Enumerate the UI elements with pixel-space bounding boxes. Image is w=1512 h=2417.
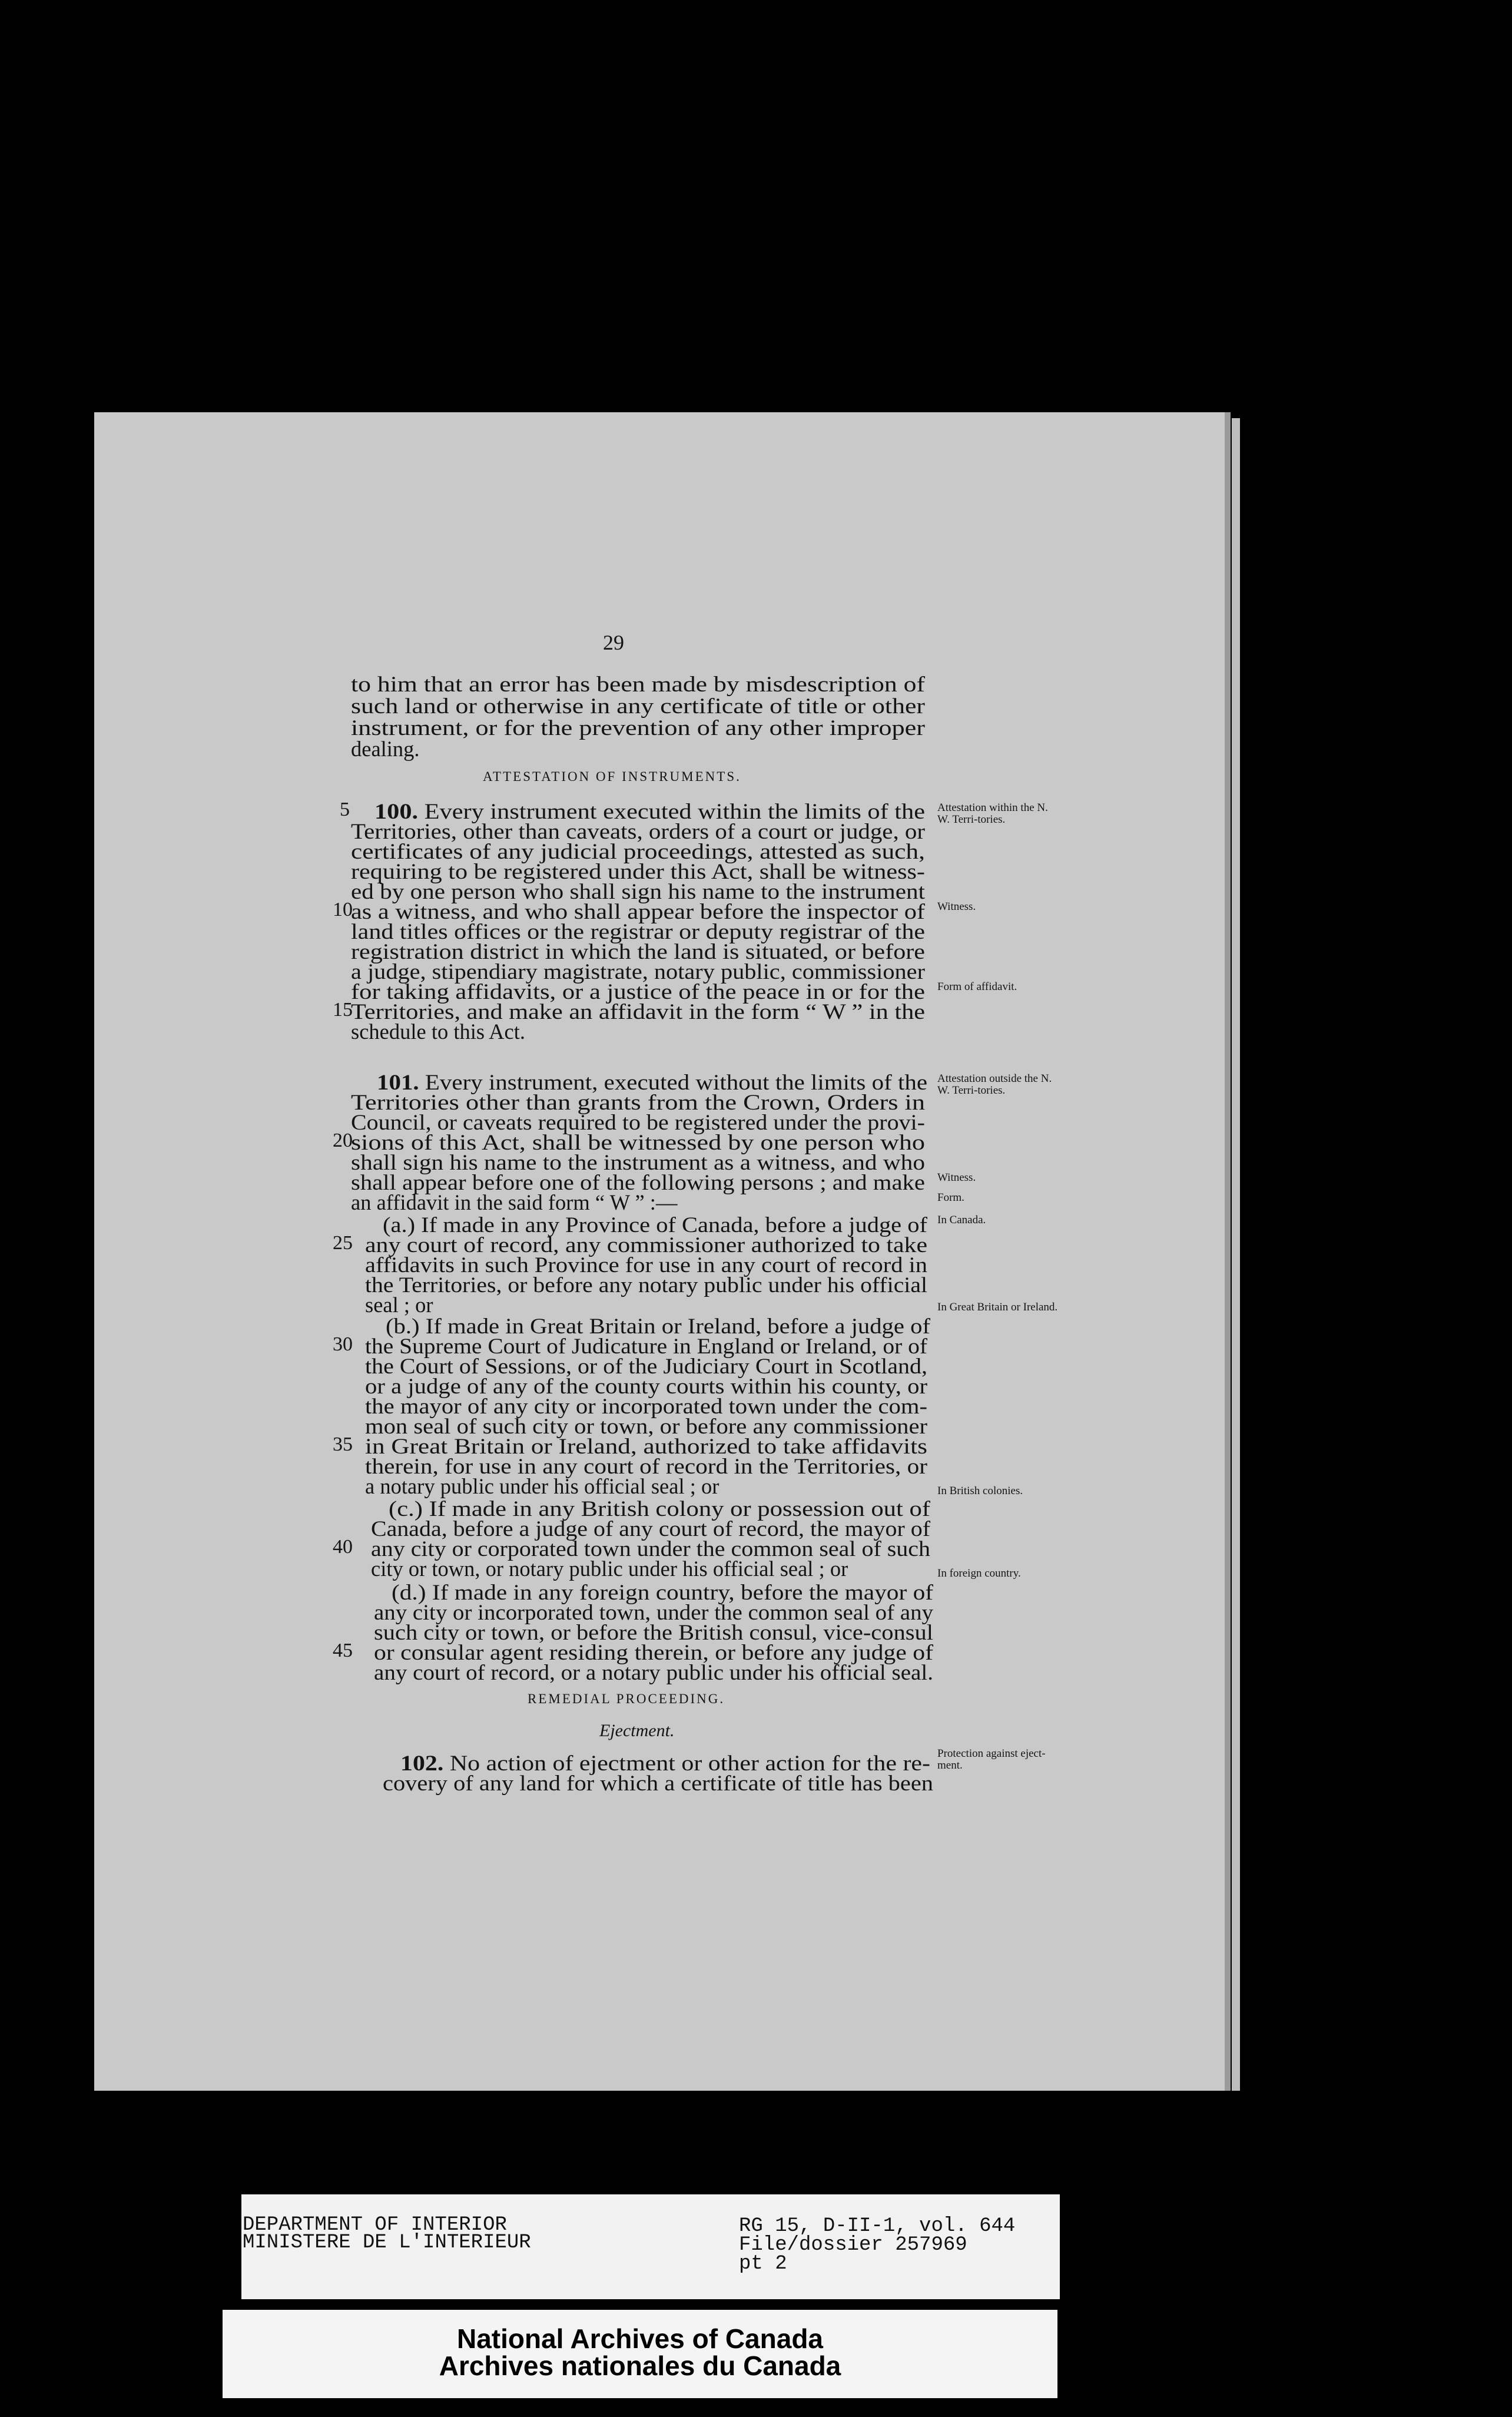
section-heading: ATTESTATION OF INSTRUMENTS. (483, 769, 741, 784)
section-number: 101. (377, 1070, 419, 1094)
text-line: Council, or caveats required to be registered under the provi- (351, 1110, 925, 1134)
archives-name-label (223, 2310, 1057, 2398)
marginal-note: Attestation within the N. W. Terri-tories. (937, 802, 1048, 826)
text-line: an affidavit in the said form “ W ” :— (351, 1190, 678, 1214)
text-line: covery of any land for which a certificate of title has been (383, 1771, 933, 1795)
text-line: therein, for use in any court of record in the Territories, or (365, 1454, 927, 1478)
text-line: any city or incorporated town, under the common seal of any (374, 1600, 933, 1624)
text-line: (c.) If made in any British colony or possession out of (389, 1496, 930, 1521)
reference-line-2: File/dossier 257969 (739, 2234, 967, 2256)
page-number: 29 (603, 631, 624, 654)
line-number: 25 (333, 1232, 353, 1254)
text-line: shall sign his name to the instrument as a witness, and who (351, 1150, 925, 1174)
text-line: dealing. (351, 737, 420, 761)
text-line: the Territories, or before any notary public under his official (365, 1273, 927, 1297)
line-number: 35 (333, 1433, 353, 1455)
archives-name-fr: Archives nationales du Canada (439, 2350, 841, 2381)
marginal-note: In Great Britain or Ireland. (937, 1301, 1058, 1313)
line-number: 40 (333, 1536, 353, 1558)
department-en: DEPARTMENT OF INTERIOR (243, 2214, 507, 2236)
scanned-page (94, 412, 1231, 2091)
text-line: any city or corporated town under the common seal of such (371, 1537, 930, 1561)
text-line: schedule to this Act. (351, 1019, 526, 1044)
text-line: the mayor of any city or incorporated town under the com- (365, 1394, 927, 1418)
marginal-note: Form of affidavit. (937, 981, 1017, 993)
department-fr: MINISTERE DE L'INTERIEUR (243, 2231, 531, 2254)
marginal-note: Protection against eject-ment. (937, 1747, 1046, 1772)
text-line: city or town, or notary public under his official seal ; or (371, 1557, 848, 1581)
text-line: for taking affidavits, or a justice of the peace in or for the (351, 979, 925, 1004)
archive-reference-label (241, 2194, 1060, 2299)
marginal-note: In Canada. (937, 1214, 986, 1226)
line-number: 30 (333, 1333, 353, 1355)
text-line: a notary public under his official seal ; or (365, 1474, 719, 1498)
subsection-heading: Ejectment. (599, 1721, 675, 1740)
text-line: any court of record, or a notary public under his official seal. (374, 1660, 933, 1684)
text-line: land titles offices or the registrar or deputy registrar of the (351, 919, 925, 943)
line-number: 5 (340, 799, 350, 820)
text-line: Territories other than grants from the Crown, Orders in (351, 1090, 925, 1114)
text-line: instrument, or for the prevention of any other improper (351, 716, 925, 740)
text-line: any court of record, any commissioner authorized to take (365, 1233, 927, 1257)
text-line: sions of this Act, shall be witnessed by one person who (351, 1130, 925, 1154)
text-line: certificates of any judicial proceedings, attested as such, (351, 839, 925, 863)
text-line: the Court of Sessions, or of the Judiciary Court in Scotland, (365, 1354, 927, 1378)
text-line: registration district in which the land is situated, or before (351, 939, 925, 964)
text-line: seal ; or (365, 1293, 433, 1317)
marginal-note: In British colonies. (937, 1485, 1023, 1497)
text-line: ed by one person who shall sign his name to the instrument (351, 879, 925, 903)
text-line: 100. Every instrument executed within the limits of the (374, 799, 925, 823)
text-line: (a.) If made in any Province of Canada, before a judge of (383, 1213, 927, 1237)
section-number: 102. (400, 1751, 444, 1775)
text-line: requiring to be registered under this Act, shall be witness- (351, 859, 925, 883)
reference-line-3: pt 2 (739, 2253, 787, 2275)
text-line: such city or town, or before the British consul, vice-consul (374, 1620, 933, 1644)
text-line: affidavits in such Province for use in any court of record in (365, 1253, 927, 1277)
text-line: mon seal of such city or town, or before any commissioner (365, 1414, 927, 1438)
text-line: (b.) If made in Great Britain or Ireland, before a judge of (386, 1314, 930, 1338)
text-line: 101. Every instrument, executed without the limits of the (377, 1070, 927, 1094)
text-line: or consular agent residing therein, or before any judge of (374, 1640, 933, 1664)
line-number: 10 (333, 899, 353, 921)
text-line: a judge, stipendiary magistrate, notary public, commissioner (351, 959, 925, 984)
section-heading: REMEDIAL PROCEEDING. (528, 1691, 725, 1706)
marginal-note: Witness. (937, 1171, 976, 1184)
text-line: or a judge of any of the county courts within his county, or (365, 1374, 927, 1398)
text-line: in Great Britain or Ireland, authorized to take affidavits (365, 1434, 927, 1458)
archives-name-en: National Archives of Canada (456, 2323, 823, 2354)
line-number: 45 (333, 1640, 353, 1661)
line-number: 20 (333, 1130, 353, 1151)
reference-line-1: RG 15, D-II-1, vol. 644 (739, 2215, 1016, 2237)
section-number: 100. (374, 799, 419, 823)
text-line: shall appear before one of the following persons ; and make (351, 1170, 925, 1194)
text-line: Territories, other than caveats, orders of a court or judge, or (351, 819, 925, 843)
text-line: 102. No action of ejectment or other action for the re- (400, 1751, 930, 1775)
marginal-note: Attestation outside the N. W. Terri-tories. (937, 1072, 1052, 1097)
text-line: (d.) If made in any foreign country, before the mayor of (392, 1580, 933, 1604)
text-line: the Supreme Court of Judicature in England or Ireland, or of (365, 1334, 927, 1358)
line-number: 15 (333, 999, 353, 1021)
text-line: such land or otherwise in any certificate of title or other (351, 694, 925, 718)
marginal-note: Witness. (937, 900, 976, 913)
marginal-note: In foreign country. (937, 1567, 1021, 1580)
text-line: to him that an error has been made by misdescription of (351, 672, 925, 696)
text-line: Territories, and make an affidavit in the form “ W ” in the (351, 999, 925, 1024)
text-line: as a witness, and who shall appear before the inspector of (351, 899, 925, 923)
marginal-note: Form. (937, 1191, 964, 1204)
text-line: Canada, before a judge of any court of record, the mayor of (371, 1517, 930, 1541)
